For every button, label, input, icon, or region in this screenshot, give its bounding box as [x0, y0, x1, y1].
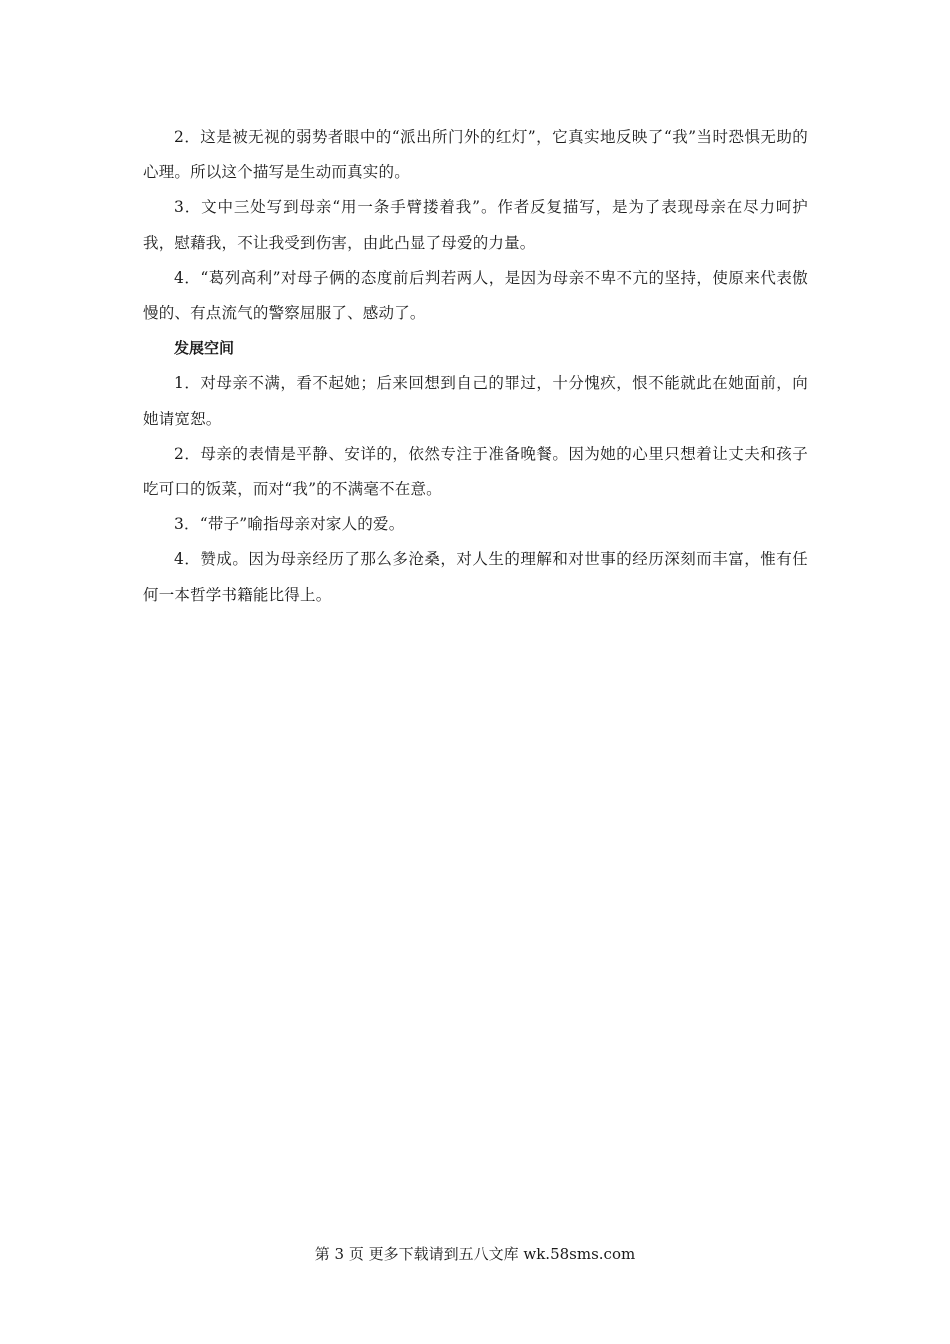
development-paragraph-3: 3．“带子”喻指母亲对家人的爱。 — [174, 515, 405, 534]
development-paragraph-4: 4．赞成。因为母亲经历了那么多沧桑，对人生的理解和对世事的经历深刻而丰富，惟有任何一本哲学书籍能比得上。 — [143, 550, 808, 604]
answer-paragraph-2: 2．这是被无视的弱势者眼中的“派出所门外的红灯”，它真实地反映了“我”当时恐惧无助的心理。所以这个描写是生动而真实的。 — [143, 128, 808, 182]
answer-paragraph-4: 4．“葛列高利”对母子俩的态度前后判若两人，是因为母亲不卑不亢的坚持，使原来代表傲慢的、有点流气的警察屈服了、感动了。 — [143, 268, 808, 323]
document-body — [143, 120, 808, 613]
section-heading: 发展空间 — [174, 339, 235, 358]
development-paragraph-2: 2．母亲的表情是平静、安详的，依然专注于准备晚餐。因为她的心里只想着让丈夫和孩子吃可口的饭菜，而对“我”的不满毫不在意。 — [143, 444, 808, 499]
development-paragraph-1: 1．对母亲不满，看不起她；后来回想到自己的罪过，十分愧疚，恨不能就此在她面前，向她请宽恕。 — [143, 374, 808, 428]
answer-paragraph-3: 3．文中三处写到母亲“用一条手臂搂着我”。作者反复描写，是为了表现母亲在尽力呵护我，慰藉我，不让我受到伤害，由此凸显了母爱的力量。 — [143, 198, 808, 252]
page-footer: 第 3 页 更多下载请到五八文库 wk.58sms.com — [314, 1245, 636, 1263]
